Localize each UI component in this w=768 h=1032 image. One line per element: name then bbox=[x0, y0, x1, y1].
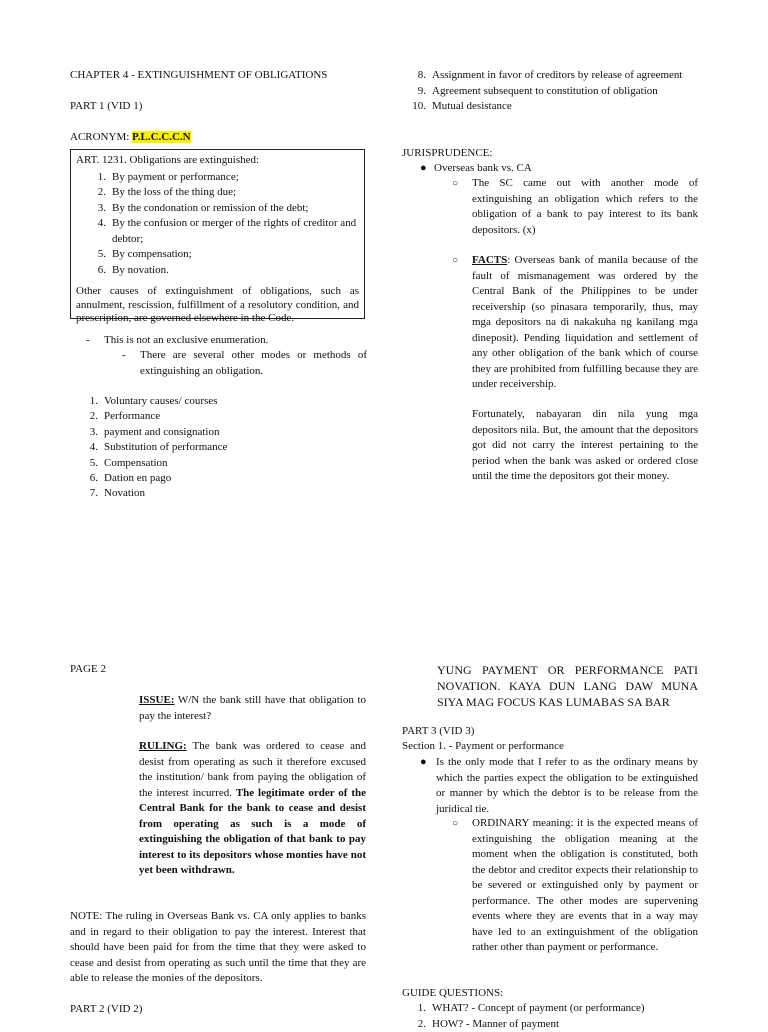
list-text: Assignment in favor of creditors by release of agreement bbox=[432, 68, 698, 84]
list-number: 1. bbox=[408, 1001, 426, 1017]
list-text: By payment or performance; bbox=[112, 170, 359, 186]
article-heading: ART. 1231. Obligations are extinguished: bbox=[76, 153, 359, 169]
list-text: Voluntary causes/ courses bbox=[104, 394, 340, 409]
guide-item-1 bbox=[408, 1001, 698, 1017]
list-text: Performance bbox=[104, 409, 340, 424]
list-number: 3. bbox=[80, 425, 98, 440]
page-2-label: PAGE 2 bbox=[70, 662, 106, 678]
facts-label: FACTS bbox=[472, 254, 507, 266]
list-number: 1. bbox=[76, 170, 106, 186]
circle-bullet: ○ bbox=[452, 253, 466, 393]
dash-item-2: - There are several other modes or methods of extinguishing an obligation. bbox=[122, 348, 367, 379]
list-number: 10. bbox=[408, 99, 426, 115]
article-item-1 bbox=[76, 170, 359, 186]
section-1-heading: Section 1. - Payment or performance bbox=[402, 739, 564, 755]
article-other-causes: Other causes of extinguishment of obligations, such as annulment, rescission, fulfillment of a resolutory condition, and prescription, are governed elsewhere in the Code. bbox=[76, 285, 359, 326]
guide-item-2 bbox=[408, 1017, 698, 1032]
mode-item-cont-3 bbox=[408, 99, 698, 115]
guide-questions-heading: GUIDE QUESTIONS: bbox=[402, 986, 503, 1002]
mode-item-1 bbox=[80, 394, 340, 409]
list-text: payment and consignation bbox=[104, 425, 340, 440]
ordinary-meaning-item bbox=[452, 816, 698, 956]
dash-text-2: There are several other modes or methods of extinguishing an obligation. bbox=[140, 348, 367, 379]
mode-item-4 bbox=[80, 440, 340, 455]
article-list bbox=[76, 170, 359, 279]
list-number: 1. bbox=[80, 394, 98, 409]
fortunately-paragraph: Fortunately, nabayaran din nila yung mga depositors nila. But, the amount that the depositors got did not carry the interest pertaining to the period when the bank was asked or ordered close until the time the depositors got their money. bbox=[472, 407, 698, 485]
list-text: Mutual desistance bbox=[432, 99, 698, 115]
mode-item-5 bbox=[80, 456, 340, 471]
list-text: HOW? - Manner of payment bbox=[432, 1017, 698, 1032]
list-number: 7. bbox=[80, 486, 98, 501]
article-item-4 bbox=[76, 216, 359, 247]
list-number: 6. bbox=[80, 471, 98, 486]
mode-item-cont-1 bbox=[408, 68, 698, 84]
list-number: 4. bbox=[76, 216, 106, 247]
issue-paragraph bbox=[139, 693, 366, 724]
list-text: Substitution of performance bbox=[104, 440, 340, 455]
part2-heading: PART 2 (VID 2) bbox=[70, 1002, 142, 1018]
caps-note: YUNG PAYMENT OR PERFORMANCE PATI NOVATION. KAYA DUN LANG DAW MUNA SIYA MAG FOCUS KAS LUMABAS SA BAR bbox=[437, 662, 698, 710]
article-item-3 bbox=[76, 201, 359, 217]
list-number: 9. bbox=[408, 84, 426, 100]
list-text: Compensation bbox=[104, 456, 340, 471]
list-number: 2. bbox=[80, 409, 98, 424]
mode-item-6 bbox=[80, 471, 340, 486]
payment-bullet bbox=[420, 755, 698, 817]
acronym-line bbox=[70, 130, 270, 146]
ruling-label: RULING: bbox=[139, 740, 187, 752]
jurisprudence-heading: JURISPRUDENCE: bbox=[402, 146, 492, 162]
guide-questions-list bbox=[408, 1001, 698, 1032]
ruling-text: The bank was ordered to cease and desist from operating as such it therefore excused the institution/ bank from paying the obligation of the interest incurred. bbox=[139, 740, 366, 799]
modes-list bbox=[80, 394, 340, 502]
list-text: By the loss of the thing due; bbox=[112, 185, 359, 201]
dash-text-1: This is not an exclusive enumeration. bbox=[104, 333, 376, 349]
payment-bullet-text: Is the only mode that I refer to as the ordinary means by which the parties expect the obligation to be extinguished or manner by which the debtor is to be release from the juridical tie. bbox=[434, 755, 698, 817]
note-paragraph: NOTE: The ruling in Overseas Bank vs. CA only applies to banks and in regard to their obligation to pay the interest. Interest that should have been paid for from the time that they were asked to cease and desist from operating as such until the time that they are able to release the monies of the depositors. bbox=[70, 909, 366, 987]
list-text: By compensation; bbox=[112, 247, 359, 263]
bullet-dot: ● bbox=[420, 161, 434, 177]
acronym-value: P.L.C.C.C.N bbox=[132, 131, 191, 143]
article-item-6 bbox=[76, 263, 359, 279]
mode-item-3 bbox=[80, 425, 340, 440]
list-number: 2. bbox=[76, 185, 106, 201]
list-number: 2. bbox=[408, 1017, 426, 1032]
list-text: By the condonation or remission of the debt; bbox=[112, 201, 359, 217]
list-number: 4. bbox=[80, 440, 98, 455]
list-text: Novation bbox=[104, 486, 340, 501]
facts-item bbox=[452, 253, 698, 393]
case-sub-1-text: The SC came out with another mode of extinguishing an obligation which refers to the obligation of a bank to pay interest to its bank depositors. (x) bbox=[466, 176, 698, 238]
article-1231-box bbox=[70, 149, 365, 319]
list-number: 8. bbox=[408, 68, 426, 84]
ruling-paragraph bbox=[139, 739, 366, 879]
part3-heading: PART 3 (VID 3) bbox=[402, 724, 474, 740]
list-number: 5. bbox=[80, 456, 98, 471]
part1-heading: PART 1 (VID 1) bbox=[70, 99, 270, 115]
list-text: By the confusion or merger of the rights of creditor and debtor; bbox=[112, 216, 359, 247]
list-text: WHAT? - Concept of payment (or performance) bbox=[432, 1001, 698, 1017]
case-name: Overseas bank vs. CA bbox=[434, 161, 710, 177]
dash-item-1: - This is not an exclusive enumeration. bbox=[86, 333, 376, 349]
acronym-label: ACRONYM: bbox=[70, 131, 132, 143]
chapter-title: CHAPTER 4 - EXTINGUISHMENT OF OBLIGATIONS bbox=[70, 68, 370, 84]
list-number: 5. bbox=[76, 247, 106, 263]
list-text: Dation en pago bbox=[104, 471, 340, 486]
modes-list-continued bbox=[408, 68, 698, 115]
list-number: 3. bbox=[76, 201, 106, 217]
issue-label: ISSUE: bbox=[139, 694, 174, 706]
list-text: Agreement subsequent to constitution of obligation bbox=[432, 84, 698, 100]
mode-item-cont-2 bbox=[408, 84, 698, 100]
article-item-2 bbox=[76, 185, 359, 201]
mode-item-2 bbox=[80, 409, 340, 424]
issue-text: W/N the bank still have that obligation to pay the interest? bbox=[139, 694, 366, 722]
ruling-bold-text: The legitimate order of the Central Bank for the bank to cease and desist from operating as such is a mode of extinguishing the obligation of that bank to pay interest to its depositors whose monties have not yet been withdrawn. bbox=[139, 787, 366, 877]
list-text: By novation. bbox=[112, 263, 359, 279]
case-bullet bbox=[420, 161, 710, 177]
list-number: 6. bbox=[76, 263, 106, 279]
facts-text: : Overseas bank of manila because of the fault of mismanagement was ordered by the Central Bank of the Philippines to be under receivership (so pinasara temporarily, thus, may mga depositors na di nakakuha ng kanilang mga dineposit). Pending liquidation and settlement of any other obligation of the bank which of course they are prohibited from fulfilling because they are under receivership. bbox=[472, 254, 698, 390]
mode-item-7 bbox=[80, 486, 340, 501]
ordinary-meaning-text: ORDINARY meaning: it is the expected means of extinguishing the obligation meaning at the moment when the obligation is constituted, both the debtor and creditor expects their relationship to be severed or extinguished only by payment or performance. The other modes are supervening events where they are events that in a way may have led to an extinguishment of the obligation rather other than payment or performance. bbox=[466, 816, 698, 956]
article-item-5 bbox=[76, 247, 359, 263]
bullet-dot: ● bbox=[420, 755, 434, 817]
circle-bullet: ○ bbox=[452, 816, 466, 956]
case-sub-1 bbox=[452, 176, 698, 238]
circle-bullet: ○ bbox=[452, 176, 466, 238]
